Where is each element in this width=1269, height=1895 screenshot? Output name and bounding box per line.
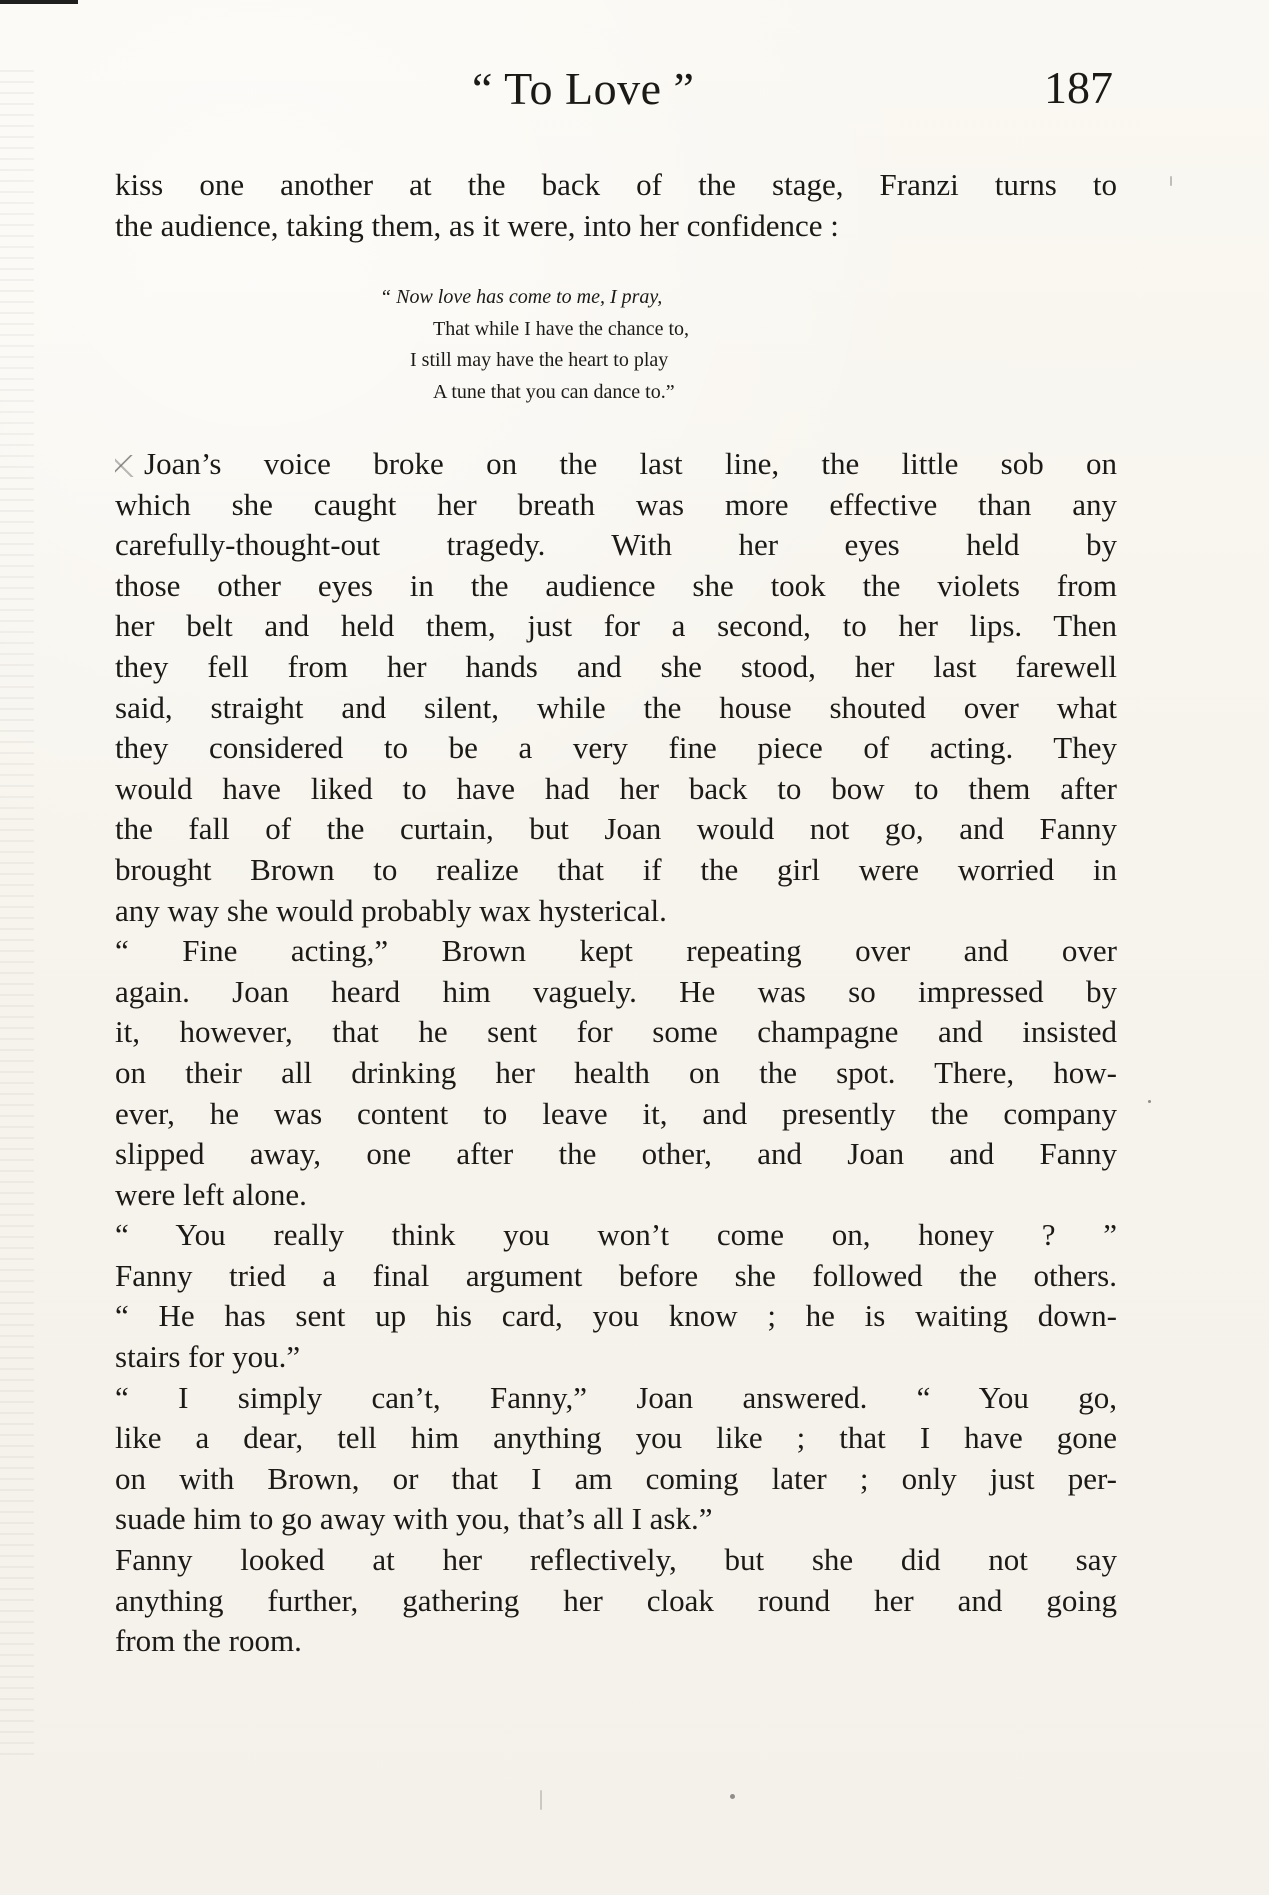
ink-speck: [730, 1794, 735, 1799]
paragraph-1-line-9: would have liked to have had her back to bow to them after: [115, 770, 1117, 806]
running-title: “ To Love ”: [472, 63, 695, 114]
paragraph-5-line-3: from the room.: [115, 1623, 302, 1659]
scan-margin-artifacts: [0, 70, 34, 1760]
ink-speck: [540, 1790, 542, 1810]
intro-line-2: the audience, taking them, as it were, into her confidence :: [115, 207, 839, 243]
paragraph-1-line-7: said, straight and silent, while the house shouted over what: [115, 689, 1117, 725]
main-text: [115, 444, 1117, 1744]
paragraph-1-line-1: Joan’s voice broke on the last line, the little sob on: [115, 444, 1117, 485]
intro-line-1: kiss one another at the back of the stage, Franzi turns to: [115, 167, 1117, 202]
paragraph-1-line-11: brought Brown to realize that if the girl were worried in: [115, 851, 1117, 887]
paragraph-2-line-5: ever, he was content to leave it, and presently the company: [115, 1095, 1117, 1131]
paragraph-4-line-3: on with Brown, or that I am coming later ; only just per-: [115, 1460, 1117, 1496]
paragraph-1: [115, 444, 1117, 931]
paragraph-1-line-2: which she caught her breath was more effective than any: [115, 486, 1117, 522]
ink-speck: [1148, 1100, 1151, 1103]
song-lyrics: [380, 282, 890, 408]
paragraph-3-line-3: “ He has sent up his card, you know ; he is waiting down-: [115, 1298, 1117, 1334]
page-header: [0, 62, 1269, 122]
paragraph-1-line-8: they considered to be a very fine piece of acting. They: [115, 730, 1117, 766]
top-rule: [0, 0, 78, 4]
paragraph-1-line-12: any way she would probably wax hysterical.: [115, 892, 667, 928]
paragraph-1-line-4: those other eyes in the audience she took the violets from: [115, 567, 1117, 603]
paragraph-4-line-4: suade him to go away with you, that’s all I ask.”: [115, 1501, 713, 1537]
paragraph-2-line-6: slipped away, one after the other, and Joan and Fanny: [115, 1136, 1117, 1172]
paragraph-1-line-3: carefully-thought-out tragedy. With her eyes held by: [115, 527, 1117, 563]
paragraph-4: [115, 1378, 1117, 1540]
ink-speck: [1170, 176, 1172, 186]
poem-line-1: “ Now love has come to me, I pray,: [380, 286, 663, 308]
paragraph-3-line-4: stairs for you.”: [115, 1339, 301, 1375]
paragraph-3-line-1: “ You really think you won’t come on, honey ? ”: [115, 1217, 1117, 1253]
paragraph-2-line-2: again. Joan heard him vaguely. He was so impressed by: [115, 973, 1117, 1009]
paragraph-1-line-6: they fell from her hands and she stood, her last farewell: [115, 648, 1117, 684]
paragraph-2: [115, 931, 1117, 1215]
paragraph-5: [115, 1540, 1117, 1662]
poem-line-2: That while I have the chance to,: [433, 317, 689, 340]
paragraph-4-line-2: like a dear, tell him anything you like ; that I have gone: [115, 1420, 1117, 1456]
paragraph-5-line-1: Fanny looked at her reflectively, but she did not say: [115, 1542, 1117, 1578]
paragraph-1-line-5: her belt and held them, just for a second, to her lips. Then: [115, 608, 1117, 644]
paragraph-5-line-2: anything further, gathering her cloak round her and going: [115, 1582, 1117, 1618]
page-number: 187: [1044, 62, 1113, 113]
paragraph-2-line-3: it, however, that he sent for some champagne and insisted: [115, 1014, 1117, 1050]
intro-text: [115, 165, 1117, 247]
printer-mark-icon: [115, 455, 138, 477]
paragraph-3-line-2: Fanny tried a final argument before she followed the others.: [115, 1257, 1117, 1293]
poem-line-3: I still may have the heart to play: [410, 349, 669, 371]
paragraph-2-line-1: “ Fine acting,” Brown kept repeating over and over: [115, 933, 1117, 969]
paragraph-2-line-4: on their all drinking her health on the spot. There, how-: [115, 1054, 1117, 1090]
poem-line-4: A tune that you can dance to.”: [433, 380, 675, 403]
paragraph-3: [115, 1215, 1117, 1377]
paragraph-4-line-1: “ I simply can’t, Fanny,” Joan answered. “ You go,: [115, 1379, 1117, 1415]
paragraph-1-line-10: the fall of the curtain, but Joan would not go, and Fanny: [115, 811, 1117, 847]
paragraph-2-line-7: were left alone.: [115, 1176, 307, 1212]
